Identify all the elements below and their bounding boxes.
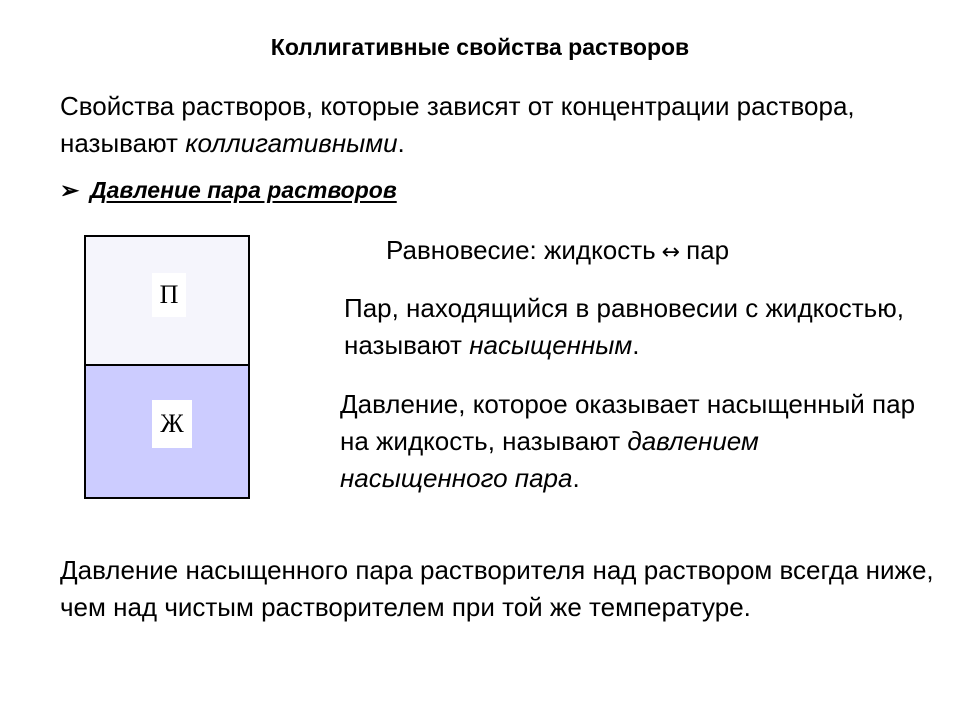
saturated-emphasis: насыщенным — [469, 330, 633, 360]
liquid-layer — [86, 364, 248, 497]
conclusion-paragraph: Давление насыщенного пара растворителя над раствором всегда ниже, чем над чистым растворителем при той же температуре. — [60, 555, 934, 622]
section-heading-text: Давление пара растворов — [90, 177, 397, 203]
saturated-text: Пар, находящийся в равновесии с жидкостью, называют — [344, 293, 904, 360]
intro-text: Свойства растворов, которые зависят от концентрации раствора, называют — [60, 91, 855, 158]
section-heading — [60, 177, 397, 204]
saturated-tail: . — [632, 330, 640, 360]
pressure-tail: . — [572, 463, 580, 493]
pressure-text: Давление, которое оказывает насыщенный пар на жидкость, называют — [340, 389, 916, 456]
slide-title: Коллигативные свойства растворов — [270, 34, 690, 60]
equilibrium-suffix: пар — [686, 235, 730, 265]
pressure-emphasis: давлением насыщенного пара — [340, 426, 759, 493]
intro-emphasis: коллигативными — [185, 128, 398, 158]
equilibrium-line — [386, 232, 729, 271]
equilibrium-prefix: Равновесие: жидкость — [386, 235, 656, 265]
intro-paragraph — [60, 88, 920, 162]
arrow-bullet-icon: ➢ — [60, 177, 80, 203]
vessel-diagram — [84, 235, 250, 499]
vapor-label: П — [152, 273, 186, 317]
liquid-label: Ж — [152, 400, 192, 448]
left-right-arrow-icon: ↔ — [661, 240, 681, 265]
intro-tail: . — [397, 128, 405, 158]
saturated-vapor-paragraph — [344, 290, 924, 364]
vapor-pressure-paragraph — [340, 386, 920, 497]
